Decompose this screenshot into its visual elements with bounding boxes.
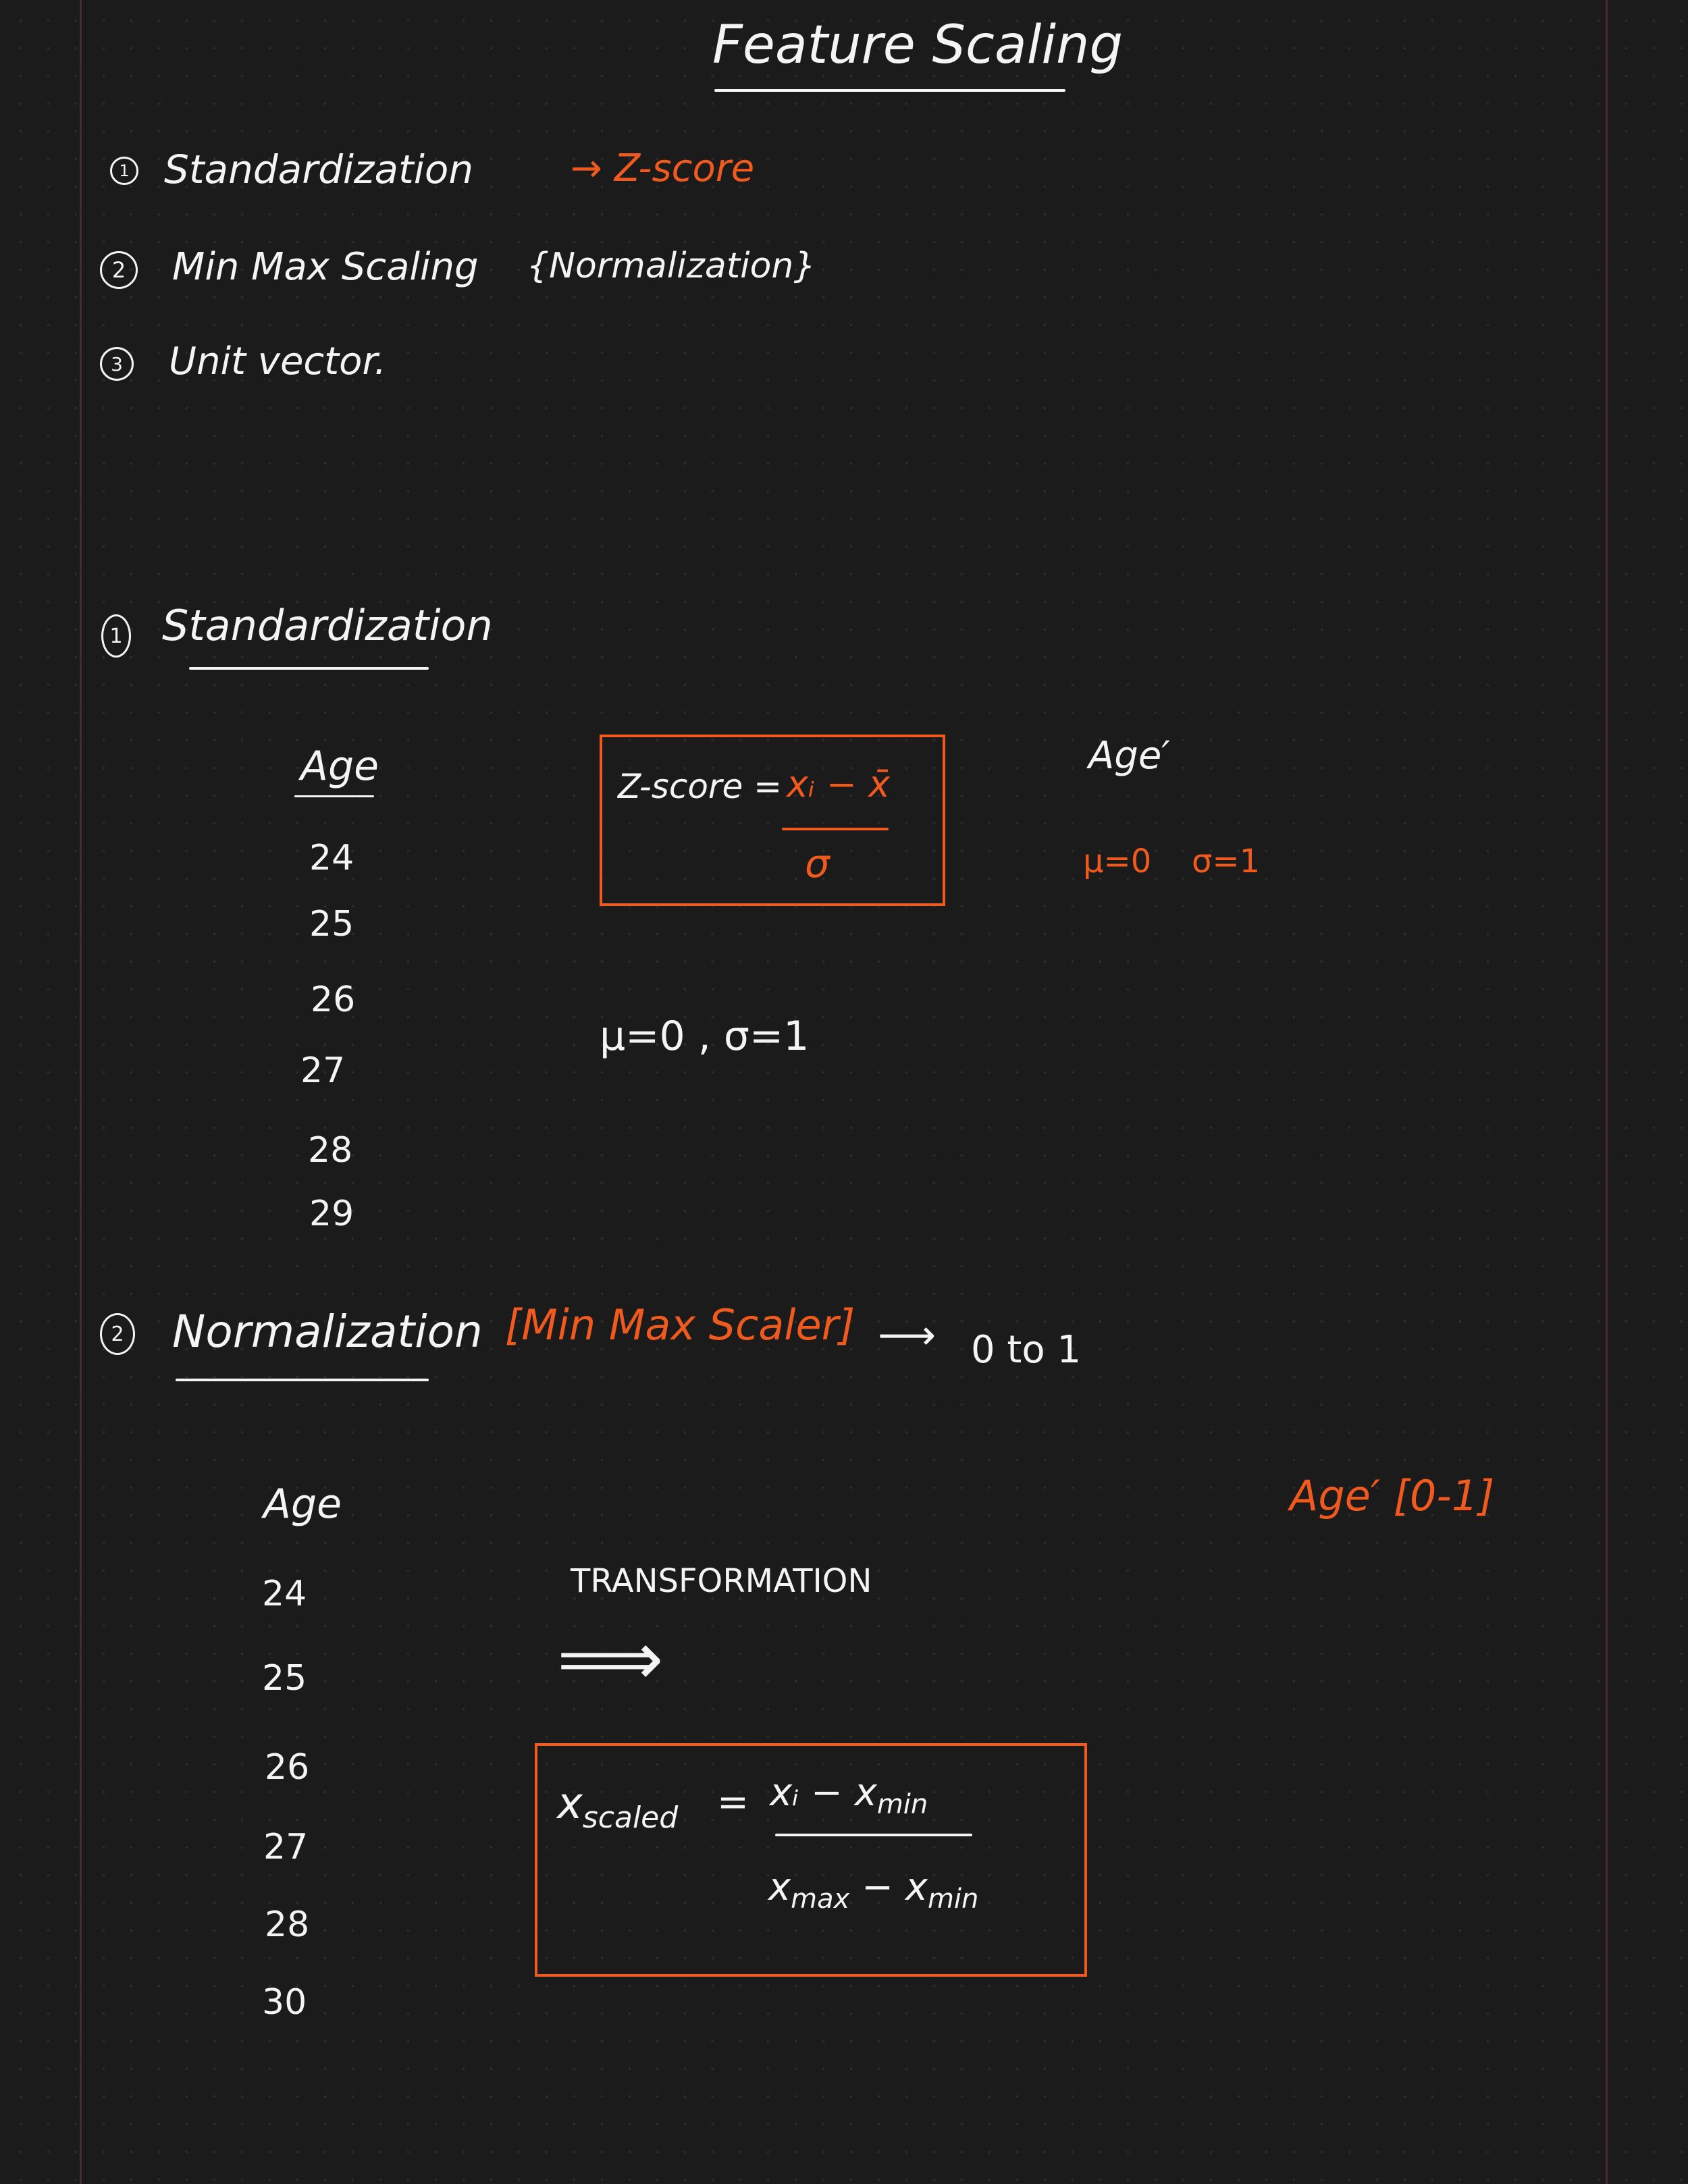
transformed-age-label: Age′ bbox=[1088, 734, 1171, 778]
list-item-minmax: Min Max Scaling bbox=[172, 245, 479, 289]
zscore-formula-denominator: σ bbox=[805, 841, 830, 886]
list-number-3: 3 bbox=[100, 347, 134, 381]
zscore-formula-box bbox=[600, 735, 945, 906]
age-value: 24 bbox=[309, 838, 354, 878]
standardization-result: μ=0 , σ=1 bbox=[600, 1013, 810, 1060]
formula-lhs: $x_{scaled}$ bbox=[557, 1779, 679, 1835]
age-value: 28 bbox=[308, 1130, 353, 1171]
age-value: 29 bbox=[309, 1194, 354, 1234]
transformation-arrow: ⟹ bbox=[557, 1616, 664, 1702]
zscore-formula-numerator: xᵢ − x̄ bbox=[787, 763, 891, 805]
age-value: 24 bbox=[262, 1574, 307, 1614]
transformation-label: TRANSFORMATION bbox=[571, 1562, 872, 1600]
zscore-fraction-bar bbox=[782, 828, 889, 830]
age-column-header: Age bbox=[300, 743, 379, 790]
left-margin-line bbox=[80, 0, 82, 2184]
age-column-header: Age bbox=[263, 1481, 342, 1528]
range-arrow: ⟶ bbox=[878, 1312, 937, 1359]
formula-numerator: xᵢ − $x_{min}$ bbox=[770, 1771, 928, 1821]
formula-denominator: $x_{max} - x_{min}$ bbox=[768, 1865, 979, 1915]
transformed-mean: μ=0 bbox=[1083, 843, 1152, 880]
age-value: 27 bbox=[263, 1827, 309, 1867]
section-heading-normalization: Normalization bbox=[172, 1306, 483, 1358]
list-number-1: 1 bbox=[110, 157, 138, 185]
list-item-standardization: Standardization bbox=[164, 147, 474, 192]
age-value: 27 bbox=[300, 1050, 346, 1091]
normalized-output-label: Age′ [0-1] bbox=[1290, 1471, 1495, 1520]
page-title: Feature Scaling bbox=[712, 15, 1124, 76]
age-value: 26 bbox=[265, 1747, 310, 1788]
age-value: 28 bbox=[265, 1905, 310, 1945]
normalization-underline bbox=[176, 1379, 429, 1381]
minmax-fraction-bar bbox=[775, 1834, 972, 1836]
age-header-underline bbox=[294, 795, 374, 797]
minmax-scaler-label: [Min Max Scaler] bbox=[505, 1300, 855, 1350]
formula-equals: = bbox=[717, 1780, 749, 1824]
section-number-2: 2 bbox=[100, 1313, 135, 1355]
transformed-std: σ=1 bbox=[1192, 843, 1261, 880]
age-value: 25 bbox=[309, 904, 354, 944]
section-heading-standardization: Standardization bbox=[162, 601, 493, 650]
right-margin-line bbox=[1606, 0, 1608, 2184]
section-number-1: 1 bbox=[101, 614, 131, 658]
title-underline bbox=[714, 89, 1065, 92]
standardization-underline bbox=[189, 667, 429, 670]
list-item-unit-vector: Unit vector. bbox=[169, 340, 387, 383]
age-value: 25 bbox=[262, 1658, 307, 1699]
list-item-zscore-arrow: → Z-score bbox=[571, 147, 755, 190]
range-label: 0 to 1 bbox=[971, 1328, 1082, 1372]
list-number-2: 2 bbox=[100, 251, 138, 289]
zscore-formula-lhs: Z-score = bbox=[618, 767, 783, 806]
age-value: 30 bbox=[262, 1982, 307, 2023]
list-item-normalization-note: {Normalization} bbox=[527, 246, 816, 286]
age-value: 26 bbox=[311, 980, 356, 1020]
